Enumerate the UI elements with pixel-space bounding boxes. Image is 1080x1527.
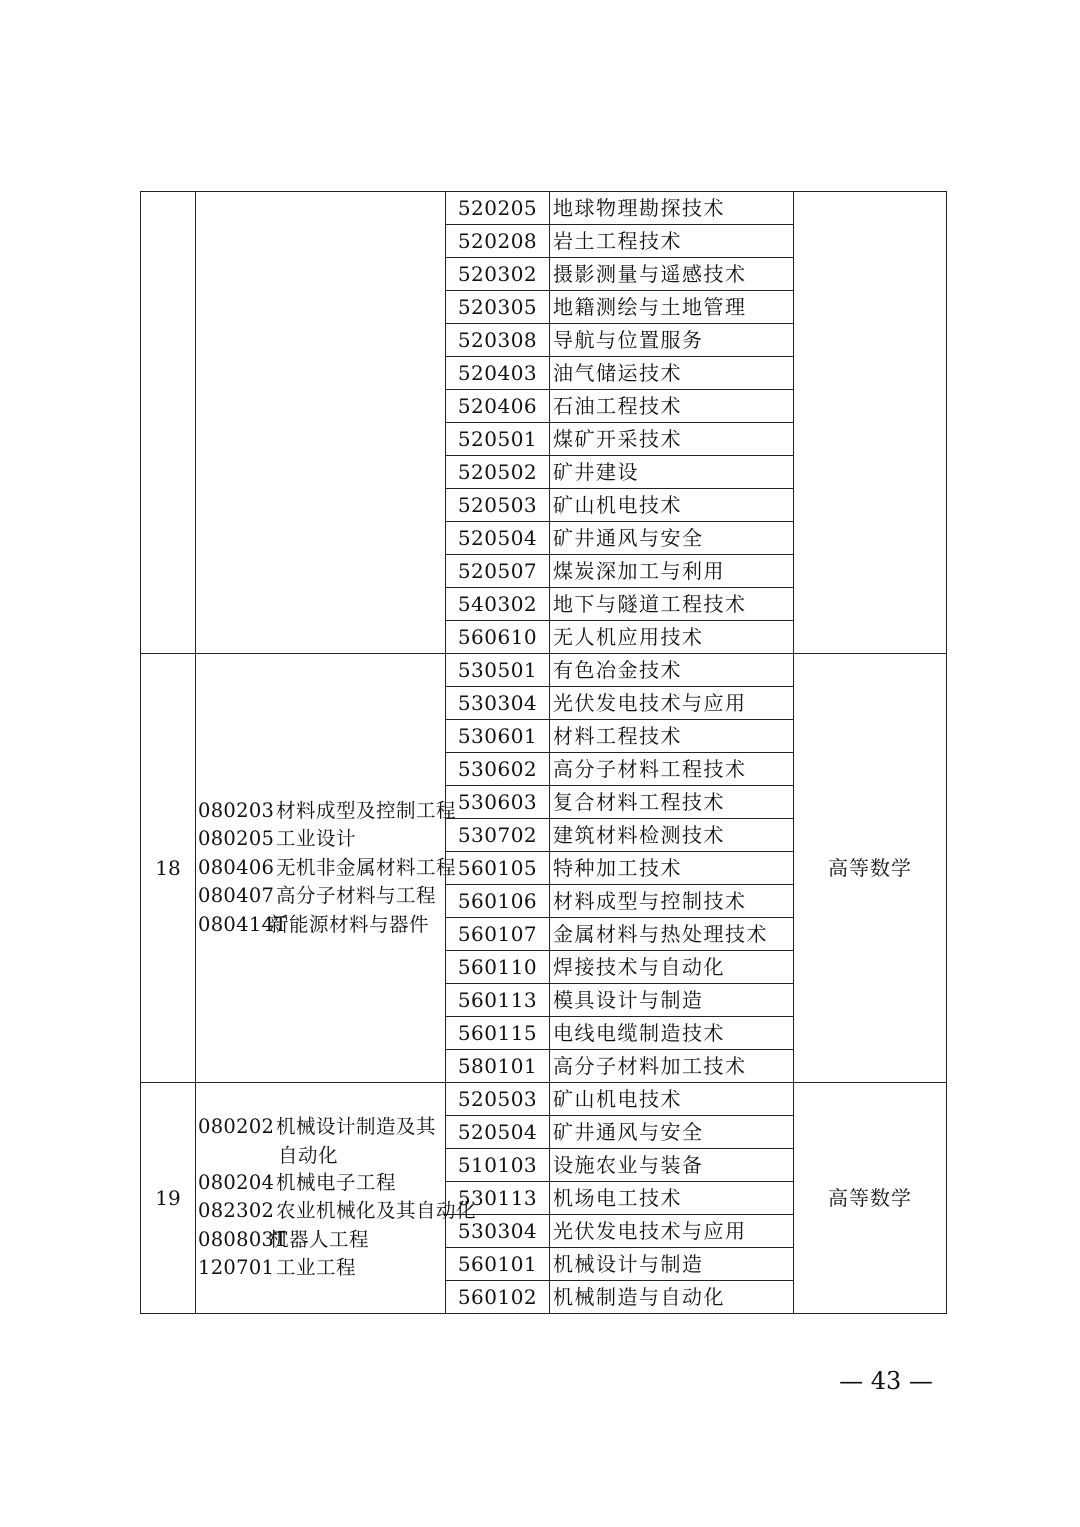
- vocational-major-name: 材料工程技术: [550, 720, 794, 753]
- vocational-major-code: 560107: [446, 918, 550, 951]
- vocational-major-name: 煤矿开采技术: [550, 423, 794, 456]
- vocational-major-code: 520403: [446, 357, 550, 390]
- vocational-major-code: 560110: [446, 951, 550, 984]
- vocational-major-code: 520503: [446, 1083, 550, 1116]
- vocational-major-code: 520504: [446, 522, 550, 555]
- undergrad-major-name-continued: 自动化: [278, 1143, 339, 1167]
- undergrad-major-item: [198, 797, 457, 826]
- undergrad-majors-cell: [196, 654, 457, 1083]
- vocational-major-code: 520305: [446, 291, 550, 324]
- vocational-major-name: 导航与位置服务: [550, 324, 794, 357]
- vocational-major-code: 530304: [446, 1215, 550, 1248]
- vocational-major-code: 560105: [446, 852, 550, 885]
- undergrad-major-name: 新能源材料与器件: [269, 912, 430, 936]
- undergrad-major-code: 080202: [198, 1115, 275, 1139]
- undergrad-major-code: 080204: [198, 1170, 275, 1194]
- vocational-major-name: 地下与隧道工程技术: [550, 588, 794, 621]
- vocational-major-code: 510103: [446, 1149, 550, 1182]
- undergrad-major-code: 082302: [198, 1199, 275, 1223]
- vocational-major-name: 石油工程技术: [550, 390, 794, 423]
- vocational-major-name: 金属材料与热处理技术: [550, 918, 794, 951]
- vocational-major-name: 机械设计与制造: [550, 1248, 794, 1281]
- vocational-major-code: 520205: [446, 192, 550, 225]
- undergrad-major-item: [198, 1197, 477, 1226]
- vocational-major-name: 焊接技术与自动化: [550, 951, 794, 984]
- undergrad-major-name: 机械电子工程: [276, 1170, 397, 1194]
- vocational-major-code: 530702: [446, 819, 550, 852]
- vocational-major-name: 机械制造与自动化: [550, 1281, 794, 1314]
- vocational-major-code: 520504: [446, 1116, 550, 1149]
- vocational-major-code: 530603: [446, 786, 550, 819]
- undergrad-major-code: 120701: [198, 1256, 275, 1280]
- undergrad-major-name: 机械设计制造及其: [276, 1115, 437, 1139]
- vocational-major-code: 540302: [446, 588, 550, 621]
- vocational-major-name: 岩土工程技术: [550, 225, 794, 258]
- vocational-major-code: 560102: [446, 1281, 550, 1314]
- vocational-major-code: 560101: [446, 1248, 550, 1281]
- undergrad-majors-cell: [196, 1083, 477, 1314]
- undergrad-major-name: 材料成型及控制工程: [276, 798, 457, 822]
- undergrad-major-name: 无机非金属材料工程: [276, 855, 457, 879]
- table-row: [141, 1083, 947, 1116]
- undergrad-major-code: 080803T: [198, 1227, 288, 1251]
- undergrad-major-name: 工业工程: [276, 1256, 357, 1280]
- vocational-major-name: 矿山机电技术: [550, 489, 794, 522]
- vocational-major-name: 电线电缆制造技术: [550, 1017, 794, 1050]
- undergrad-major-code: 080414T: [198, 912, 288, 936]
- table-row: [141, 192, 947, 225]
- exam-subject-cell: [794, 192, 947, 654]
- undergrad-major-code: 080203: [198, 798, 275, 822]
- vocational-major-code: 580101: [446, 1050, 550, 1083]
- undergrad-major-item: [198, 1226, 445, 1255]
- vocational-major-name: 材料成型与控制技术: [550, 885, 794, 918]
- undergrad-major-name: 工业设计: [276, 827, 357, 851]
- vocational-major-code: 520501: [446, 423, 550, 456]
- undergrad-major-name: 高分子材料与工程: [276, 884, 437, 908]
- vocational-major-code: 520507: [446, 555, 550, 588]
- page-number: — 43 —: [839, 1367, 933, 1395]
- sequence-number: 18: [141, 654, 196, 1083]
- vocational-major-name: 复合材料工程技术: [550, 786, 794, 819]
- vocational-major-code: 560106: [446, 885, 550, 918]
- vocational-major-name: 油气储运技术: [550, 357, 794, 390]
- major-mapping-table: [140, 191, 947, 1314]
- vocational-major-code: 520503: [446, 489, 550, 522]
- vocational-major-code: 520302: [446, 258, 550, 291]
- vocational-major-name: 有色冶金技术: [550, 654, 794, 687]
- undergrad-major-code: 080407: [198, 884, 275, 908]
- vocational-major-code: 530601: [446, 720, 550, 753]
- vocational-major-name: 机场电工技术: [550, 1182, 794, 1215]
- table-body: [141, 192, 947, 1314]
- vocational-major-code: 560113: [446, 984, 550, 1017]
- vocational-major-name: 地籍测绘与土地管理: [550, 291, 794, 324]
- vocational-major-code: 520406: [446, 390, 550, 423]
- vocational-major-name: 摄影测量与遥感技术: [550, 258, 794, 291]
- vocational-major-code: 530113: [446, 1182, 550, 1215]
- vocational-major-code: 560610: [446, 621, 550, 654]
- vocational-major-name: 矿井建设: [550, 456, 794, 489]
- vocational-major-name: 矿山机电技术: [550, 1083, 794, 1116]
- table-row: [141, 654, 947, 687]
- undergrad-major-item: [198, 882, 445, 911]
- undergrad-major-code: 080406: [198, 855, 275, 879]
- vocational-major-name: 无人机应用技术: [550, 621, 794, 654]
- vocational-major-code: 560115: [446, 1017, 550, 1050]
- vocational-major-name: 煤炭深加工与利用: [550, 555, 794, 588]
- vocational-major-code: 520308: [446, 324, 550, 357]
- vocational-major-name: 光伏发电技术与应用: [550, 1215, 794, 1248]
- undergrad-major-name: 农业机械化及其自动化: [276, 1199, 477, 1223]
- vocational-major-code: 530602: [446, 753, 550, 786]
- undergrad-major-item: [198, 1169, 445, 1198]
- undergrad-major-item: [198, 1113, 445, 1142]
- vocational-major-code: 520208: [446, 225, 550, 258]
- undergrad-majors-cell: [196, 192, 446, 654]
- undergrad-major-item: [198, 825, 445, 854]
- exam-subject: 高等数学: [794, 654, 947, 1083]
- vocational-major-code: 520502: [446, 456, 550, 489]
- vocational-major-name: 光伏发电技术与应用: [550, 687, 794, 720]
- vocational-major-name: 矿井通风与安全: [550, 1116, 794, 1149]
- undergrad-major-item: [198, 1254, 445, 1283]
- vocational-major-name: 建筑材料检测技术: [550, 819, 794, 852]
- exam-subject: 高等数学: [794, 1083, 947, 1314]
- vocational-major-name: 特种加工技术: [550, 852, 794, 885]
- vocational-major-code: 530304: [446, 687, 550, 720]
- vocational-major-name: 矿井通风与安全: [550, 522, 794, 555]
- vocational-major-name: 高分子材料工程技术: [550, 753, 794, 786]
- vocational-major-name: 地球物理勘探技术: [550, 192, 794, 225]
- vocational-major-name: 模具设计与制造: [550, 984, 794, 1017]
- vocational-major-name: 高分子材料加工技术: [550, 1050, 794, 1083]
- undergrad-major-item: [198, 854, 457, 883]
- undergrad-major-code: 080205: [198, 827, 275, 851]
- vocational-major-code: 530501: [446, 654, 550, 687]
- sequence-number: 19: [141, 1083, 196, 1314]
- vocational-major-name: 设施农业与装备: [550, 1149, 794, 1182]
- undergrad-major-item: [198, 911, 445, 940]
- sequence-number-cell: [141, 192, 196, 654]
- undergrad-major-name: 机器人工程: [269, 1227, 370, 1251]
